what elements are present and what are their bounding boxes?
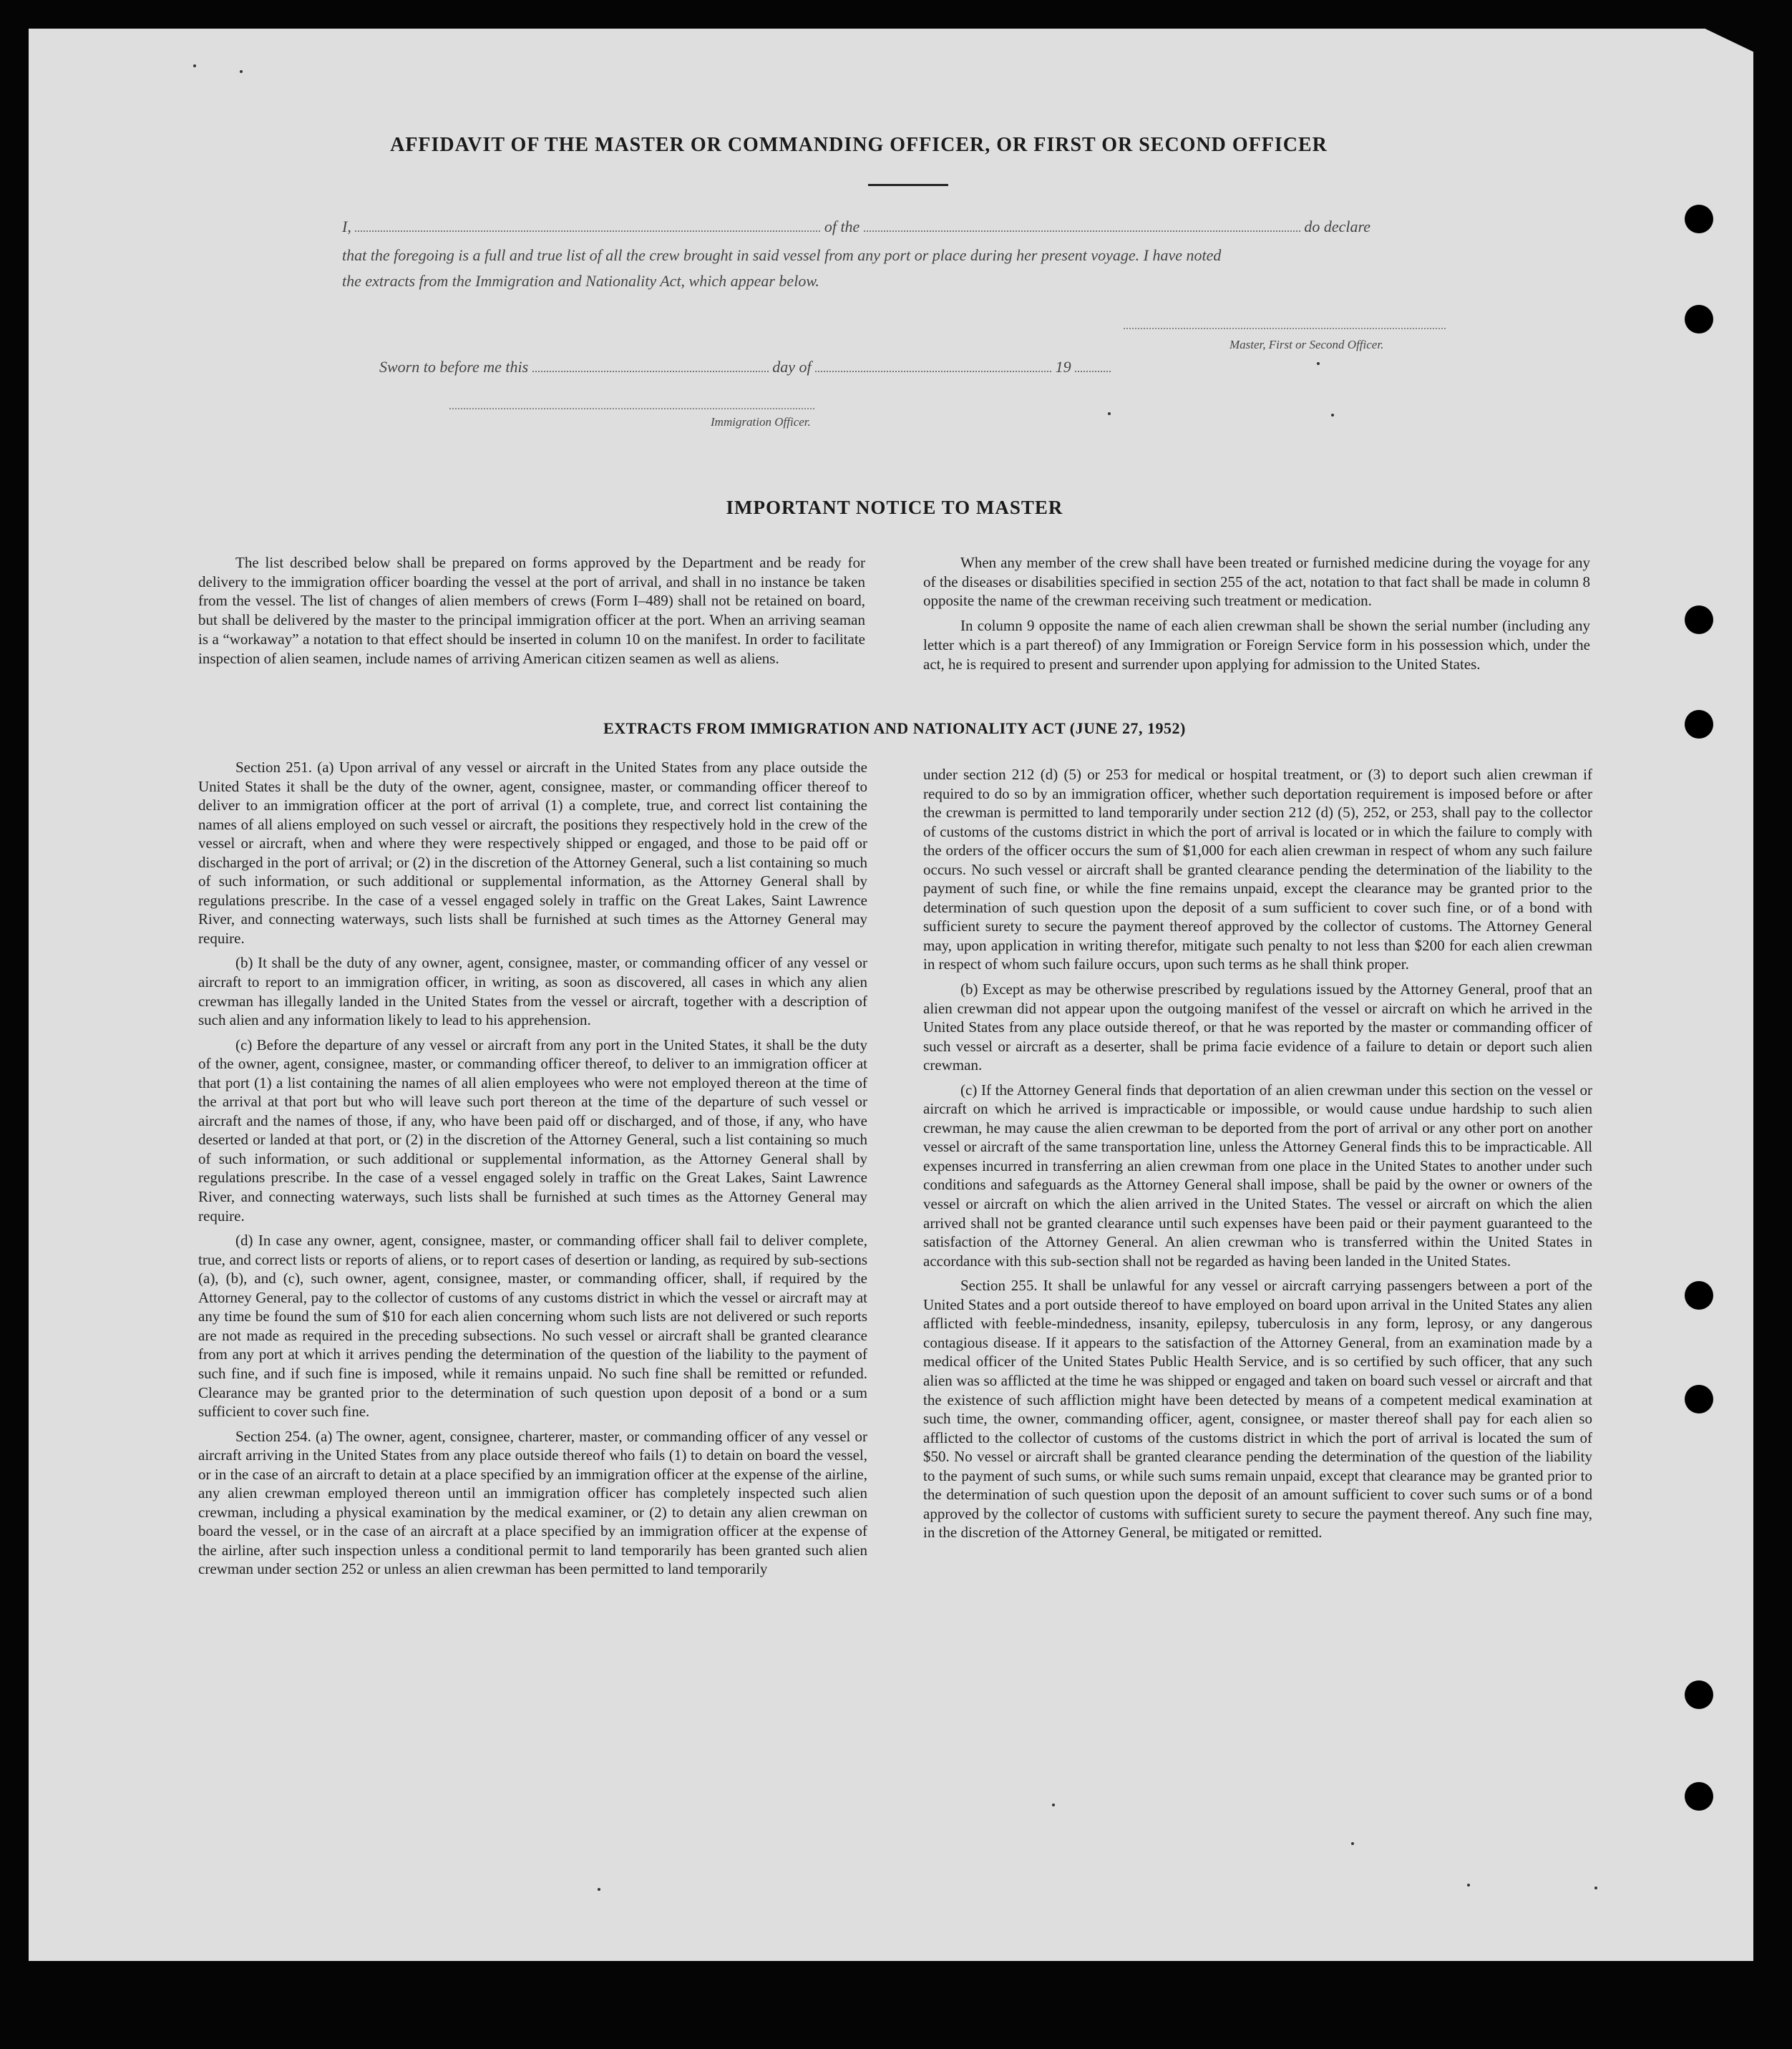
punch-hole — [1685, 1385, 1713, 1413]
declarant-name-field[interactable] — [355, 230, 820, 232]
extracts-title: EXTRACTS FROM IMMIGRATION AND NATIONALITY ACT (JUNE 27, 1952) — [603, 719, 1186, 737]
year-label: 19 — [1055, 358, 1071, 376]
vessel-name-field[interactable] — [864, 230, 1300, 232]
notice-left-column — [198, 553, 865, 673]
punch-hole — [1685, 605, 1713, 634]
punch-hole — [1685, 1680, 1713, 1709]
scan-speck — [1331, 414, 1334, 417]
do-declare-label: do declare — [1304, 218, 1370, 235]
scan-speck — [1317, 362, 1320, 365]
statute-paragraph: (b) It shall be the duty of any owner, agent, consignee, master, or commanding officer of any vessel or aircraft to report to an immigration officer, in writing, as soon as discovered, all cases in which any alien crewman has illegally landed in the United States from the vessel or aircraft, together with a description of such alien and any information likely to lead to his apprehension. — [198, 954, 867, 1029]
sworn-day-field[interactable] — [532, 371, 769, 372]
scan-speck — [1351, 1842, 1354, 1845]
statute-paragraph: (c) If the Attorney General finds that deportation of an alien crewman under this section on the vessel or aircraft on which he arrived is impracticable or impossible, or would cause undue hardship to such alien crewman, he may cause the alien crewman to be deported from the port of arrival or any other port on another vessel or aircraft of the same transportation line, unless the Attorney General finds this to be impracticable. All expenses incurred in transferring an alien crewman from one place in the United States to another under such conditions and safeguards as the Attorney General shall impose, shall be paid by the owner or owners of the vessel or aircraft on which the alien arrived in the United States. The vessel or aircraft on which the alien arrived shall not be granted clearance until such expenses have been paid or their payment guaranteed to the satisfaction of the Attorney General. An alien crewman who is transferred within the United States in accordance with this sub-section shall not be regarded as having been landed in the United States. — [923, 1081, 1592, 1270]
affidavit-text-line: the extracts from the Immigration and Nationality Act, which appear below. — [342, 272, 819, 290]
master-signature-line[interactable] — [1124, 328, 1446, 329]
master-signature-caption: Master, First or Second Officer. — [1229, 338, 1384, 351]
scan-speck — [240, 70, 243, 73]
statute-paragraph: Section 251. (a) Upon arrival of any vessel or aircraft in the United States from any place outside the United States it shall be the duty of the owner, agent, consignee, master, or commanding officer thereof to deliver to an immigration officer at the port of arrival (1) a complete, true, and correct list containing the names of all aliens employed on such vessel or aircraft, the positions they respectively hold in the crew of the vessel or aircraft, when and where they were respectively shipped or engaged, and those to be paid off or discharged in the port of arrival; or (2) in the discretion of the Attorney General, such a list containing so much of such information, or such additional or supplemental information, as the Attorney General shall by regulations prescribe. In the case of a vessel engaged solely in traffic on the Great Lakes, Saint Lawrence River, and connecting waterways, such lists shall be furnished at such times as the Attorney General may require. — [198, 759, 867, 947]
scan-speck — [598, 1888, 600, 1891]
notice-paragraph: The list described below shall be prepared on forms approved by the Department and be ready for delivery to the immigration officer boarding the vessel at the port of arrival, and shall in no instance be taken from the vessel. The list of changes of alien members of crews (Form I–489) shall not be retained on board, but shall be delivered by the master to the principal immigration officer at the port. When an arriving seaman is a “workaway” a notation to that effect should be inserted in column 10 on the manifest. In order to facilitate inspection of alien seamen, include names of arriving American citizen seamen as well as aliens. — [198, 554, 865, 667]
title-rule — [868, 184, 948, 186]
sworn-line — [379, 358, 1111, 376]
notice-title: IMPORTANT NOTICE TO MASTER — [726, 497, 1063, 518]
declarant-label: I, — [342, 218, 351, 235]
affidavit-declaration-line — [342, 218, 1370, 236]
scan-speck — [1467, 1884, 1470, 1887]
extracts-right-column — [923, 765, 1592, 1548]
notice-paragraph: When any member of the crew shall have been treated or furnished medicine during the voyage for any of the diseases or disabilities specified in section 255 of the act, notation to that fact shall be made in column 8 opposite the name of the crewman receiving such treatment or medication. — [923, 554, 1590, 610]
punch-hole — [1685, 205, 1713, 233]
immigration-officer-caption: Immigration Officer. — [711, 415, 811, 429]
sworn-label: Sworn to before me this — [379, 358, 529, 376]
statute-paragraph: Section 254. (a) The owner, agent, consignee, charterer, master, or commanding officer of any vessel or aircraft arriving in the United States from any place outside thereof who fails (1) to detain on board the vessel, or in the case of an aircraft to detain at a place specified by an immigration officer at the expense of the airline, any alien crewman employed thereon until an immigration officer has completely inspected such alien crewman, including a physical examination by the medical examiner, or (2) to detain any alien crewman on board the vessel, or in the case of an aircraft at a place specified by an immigration officer at the expense of the airline, after such inspection unless a conditional permit to land temporarily has been granted such alien crewman under section 252 or unless an alien crewman has been permitted to land temporarily — [198, 1427, 867, 1578]
day-of-label: day of — [772, 358, 812, 376]
notice-right-column — [923, 553, 1590, 679]
sworn-month-field[interactable] — [815, 371, 1051, 372]
affidavit-text-line: that the foregoing is a full and true list of all the crew brought in said vessel from any port or place during her present voyage. I have noted — [342, 246, 1222, 264]
statute-paragraph: (b) Except as may be otherwise prescribed by regulations issued by the Attorney General, proof that an alien crewman did not appear upon the outgoing manifest of the vessel or aircraft on which he arrived in the United States from any place outside thereof, or that he was reported by the master or commanding officer of such vessel or aircraft as a deserter, shall be prima facie evidence of a failure to detain or deport such alien crewman. — [923, 980, 1592, 1074]
immigration-officer-signature-line[interactable] — [449, 408, 814, 409]
punch-hole — [1685, 710, 1713, 739]
affidavit-title: AFFIDAVIT OF THE MASTER OR COMMANDING OFFICER, OR FIRST OR SECOND OFFICER — [390, 134, 1328, 156]
scan-speck — [193, 64, 196, 67]
sworn-year-field[interactable] — [1075, 371, 1111, 372]
punch-hole — [1685, 1281, 1713, 1310]
punch-hole — [1685, 305, 1713, 334]
scan-speck — [1594, 1887, 1597, 1889]
statute-paragraph: under section 212 (d) (5) or 253 for medical or hospital treatment, or (3) to deport such alien crewman if required to do so by an immigration officer, whether such deportation requirement is imposed before or after the crewman is permitted to land temporarily under section 212 (d) (5), 252, or 253, shall pay to the collector of customs of the customs district in which the port of arrival is located or in which the failure to comply with the orders of the officer occurs the sum of $1,000 for each alien crewman in respect of whom any such failure occurs. No such vessel or aircraft shall be granted clearance pending the determination of the liability to the payment of such fine, or while the fine remains unpaid, except the clearance may be granted prior to the determination of such question upon the deposit of a sum sufficient to cover such fine, or of a bond with sufficient surety to secure the payment thereof approved by the collector of customs. The Attorney General may, upon application in writing therefor, mitigate such penalty to not less than $200 for each alien crewman in respect of whom such failure occurs, upon such terms as he shall think proper. — [923, 766, 1592, 973]
statute-paragraph: Section 255. It shall be unlawful for any vessel or aircraft carrying passengers between a port of the United States and a port outside thereof to have employed on board upon arrival in the United States any alien afflicted with feeble-mindedness, insanity, epilepsy, tuberculosis in any form, leprosy, or any dangerous contagious disease. If it appears to the satisfaction of the Attorney General, from an examination made by a medical officer of the United States Public Health Service, and is so certified by such officer, that any such alien was so afflicted at the time he was shipped or engaged and taken on board such vessel or aircraft and that the existence of such affliction might have been detected by means of a competent medical examination at such time, the owner, commanding officer, agent, consignee, or master thereof shall pay for each alien so afflicted to the collector of customs of the customs district in which the port of arrival is located the sum of $50. No vessel or aircraft shall be granted clearance pending the determination of the question of the liability to the payment of such sums, or while such sums remain unpaid, except that clearance may be granted prior to the determination of such question upon the deposit of an amount sufficient to cover such sums or of a bond approved by the collector of customs with sufficient surety to secure the payment thereof. Any such fine may, in the discretion of the Attorney General, be mitigated or remitted. — [923, 1277, 1592, 1542]
statute-paragraph: (c) Before the departure of any vessel or aircraft from any port in the United States, it shall be the duty of the owner, agent, consignee, master, or commanding officer thereof, to deliver to an immigration officer at that port (1) a list containing the names of all alien employees who were not employed thereon at the time of the arrival at that port but who will leave such port thereon at the time of the departure of such vessel or aircraft and the names of those, if any, who have been paid off or discharged, and of those, if any, who have deserted or landed at that port, or (2) in the discretion of the Attorney General, such a list containing so much of such information, or such additional or supplemental information, as the Attorney General shall by regulations prescribe. In the case of a vessel engaged solely in traffic on the Great Lakes, Saint Lawrence River, and connecting waterways, such lists shall be furnished at such times as the Attorney General may require. — [198, 1036, 867, 1225]
extracts-left-column — [198, 758, 867, 1585]
scan-speck — [1108, 412, 1111, 415]
punch-hole — [1685, 1782, 1713, 1811]
statute-paragraph: (d) In case any owner, agent, consignee, master, or commanding officer shall fail to deliver complete, true, and correct lists or reports of aliens, or to report cases of desertion or landing, as required by sub-sections (a), (b), and (c), such owner, agent, consignee, master, or commanding officer, shall, if required by the Attorney General, pay to the collector of customs of any customs district in which the vessel or aircraft may at any time be found the sum of $10 for each alien concerning whom such lists are not delivered or such reports are not made as required in the preceding subsections. No such vessel or aircraft shall be granted clearance from any port at which it arrives pending the determination of the question of the liability to the payment of such fine, and if such fine is imposed, while it remains unpaid. No such fine shall be remitted or refunded. Clearance may be granted prior to the determination of such question upon deposit of a bond or a sum sufficient to cover such fine. — [198, 1232, 867, 1421]
of-the-label: of the — [824, 218, 860, 235]
notice-paragraph: In column 9 opposite the name of each alien crewman shall be shown the serial number (including any letter which is a part thereof) of any Immigration or Foreign Service form in his possession which, under the act, he is required to present and surrender upon applying for admission to the United States. — [923, 617, 1590, 673]
scan-speck — [1052, 1804, 1055, 1806]
